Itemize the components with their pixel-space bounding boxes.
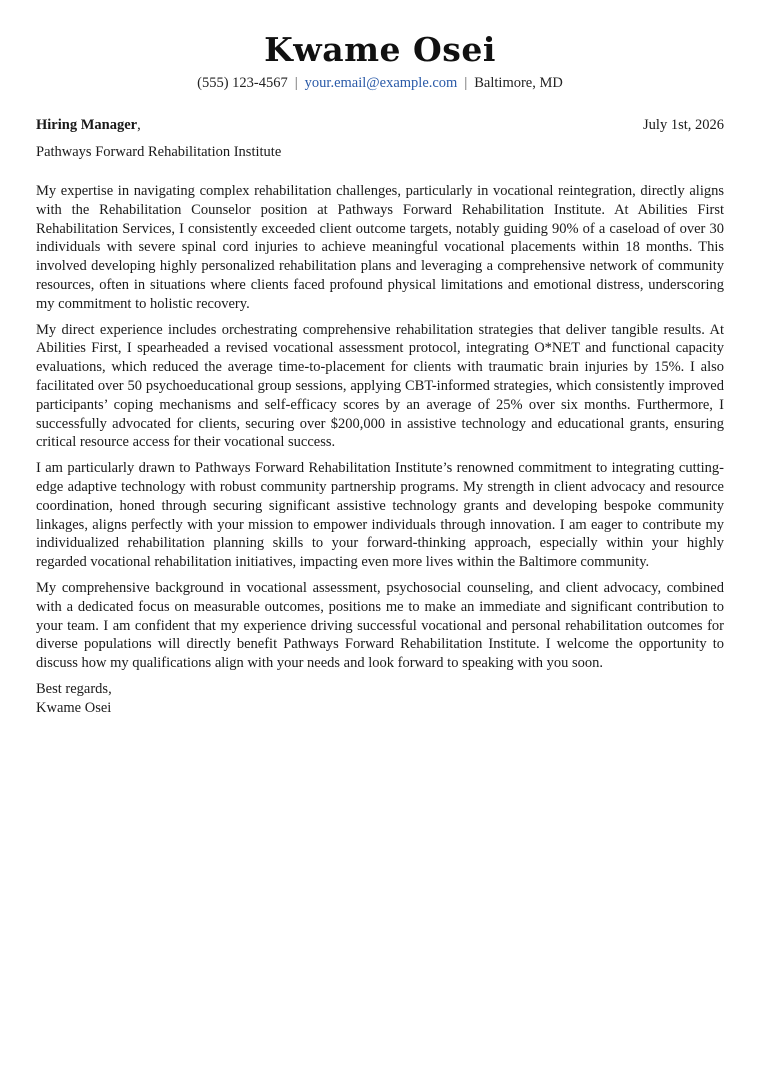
salutation-punct: ,	[137, 117, 141, 133]
letter-date: July 1st, 2026	[643, 117, 724, 133]
contact-separator: |	[294, 75, 298, 91]
body-paragraph: My comprehensive background in vocational assessment, psychosocial counseling, and client advocacy, combined with a dedicated focus on measurable outcomes, positions me to make an immediate and significant contribution to your team. I am confident that my experience driving successful vocational and personal rehabilitation outcomes for diverse populations will directly benefit Pathways Forward Rehabilitation Institute. I welcome the opportunity to discuss how my qualifications align with your needs and look forward to speaking with you soon.	[36, 579, 724, 672]
letter-body	[36, 182, 724, 673]
applicant-name: Kwame Osei	[264, 30, 496, 69]
recipient-organization: Pathways Forward Rehabilitation Institute	[36, 144, 282, 160]
recipient-row	[36, 115, 724, 135]
body-paragraph: My expertise in navigating complex rehabilitation challenges, particularly in vocational reintegration, directly aligns with the Rehabilitation Counselor position at Pathways Forward Rehabilitation Institute. At Abilities First Rehabilitation Services, I consistently exceeded client outcome targets, notably guiding 90% of a caseload of over 30 individuals with severe spinal cord injuries to achieve meaningful vocational placements within 18 months. This involved developing highly personalized rehabilitation plans and leveraging a comprehensive network of community resources, often in situations where clients faced profound physical limitations and emotional distress, underscoring my commitment to holistic recovery.	[36, 183, 724, 312]
letter-closing	[36, 680, 724, 718]
email-link[interactable]: your.email@example.com	[304, 75, 458, 91]
body-paragraph: I am particularly drawn to Pathways Forward Rehabilitation Institute’s renowned commitment to integrating cutting-edge adaptive technology with robust community partnership programs. My strength in client advocacy and resource coordination, honed through securing significant assistive technology grants and developing bespoke community linkages, aligns perfectly with your mission to empower individuals through innovation. I am eager to contribute my individualized rehabilitation planning skills to your forward-thinking approach, especially within your highly regarded vocational rehabilitation initiatives, impacting even more lives within the Baltimore community.	[36, 460, 724, 571]
signature-name: Kwame Osei	[36, 699, 112, 716]
contact-line	[36, 73, 724, 93]
contact-separator: |	[464, 75, 468, 91]
valediction: Best regards,	[36, 680, 112, 697]
body-paragraph: My direct experience includes orchestrating comprehensive rehabilitation strategies that deliver tangible results. At Abilities First, I spearheaded a revised vocational assessment protocol, integrating O*NET and functional capacity evaluations, which reduced the average time-to-placement for clients with traumatic brain injuries by 15%. I also facilitated over 50 psychoeducational group sessions, applying CBT-informed strategies, which consistently improved participants’ coping mechanisms and self-efficacy scores by an average of 25% over six months. Furthermore, I successfully advocated for clients, securing over $200,000 in assistive technology and educational grants, ensuring critical resource access for their vocational success.	[36, 321, 724, 451]
cover-letter-page	[36, 0, 724, 718]
hiring-manager-label: Hiring Manager	[36, 117, 138, 133]
location: Baltimore, MD	[474, 75, 563, 91]
phone-number: (555) 123-4567	[197, 75, 288, 91]
salutation	[36, 115, 141, 135]
